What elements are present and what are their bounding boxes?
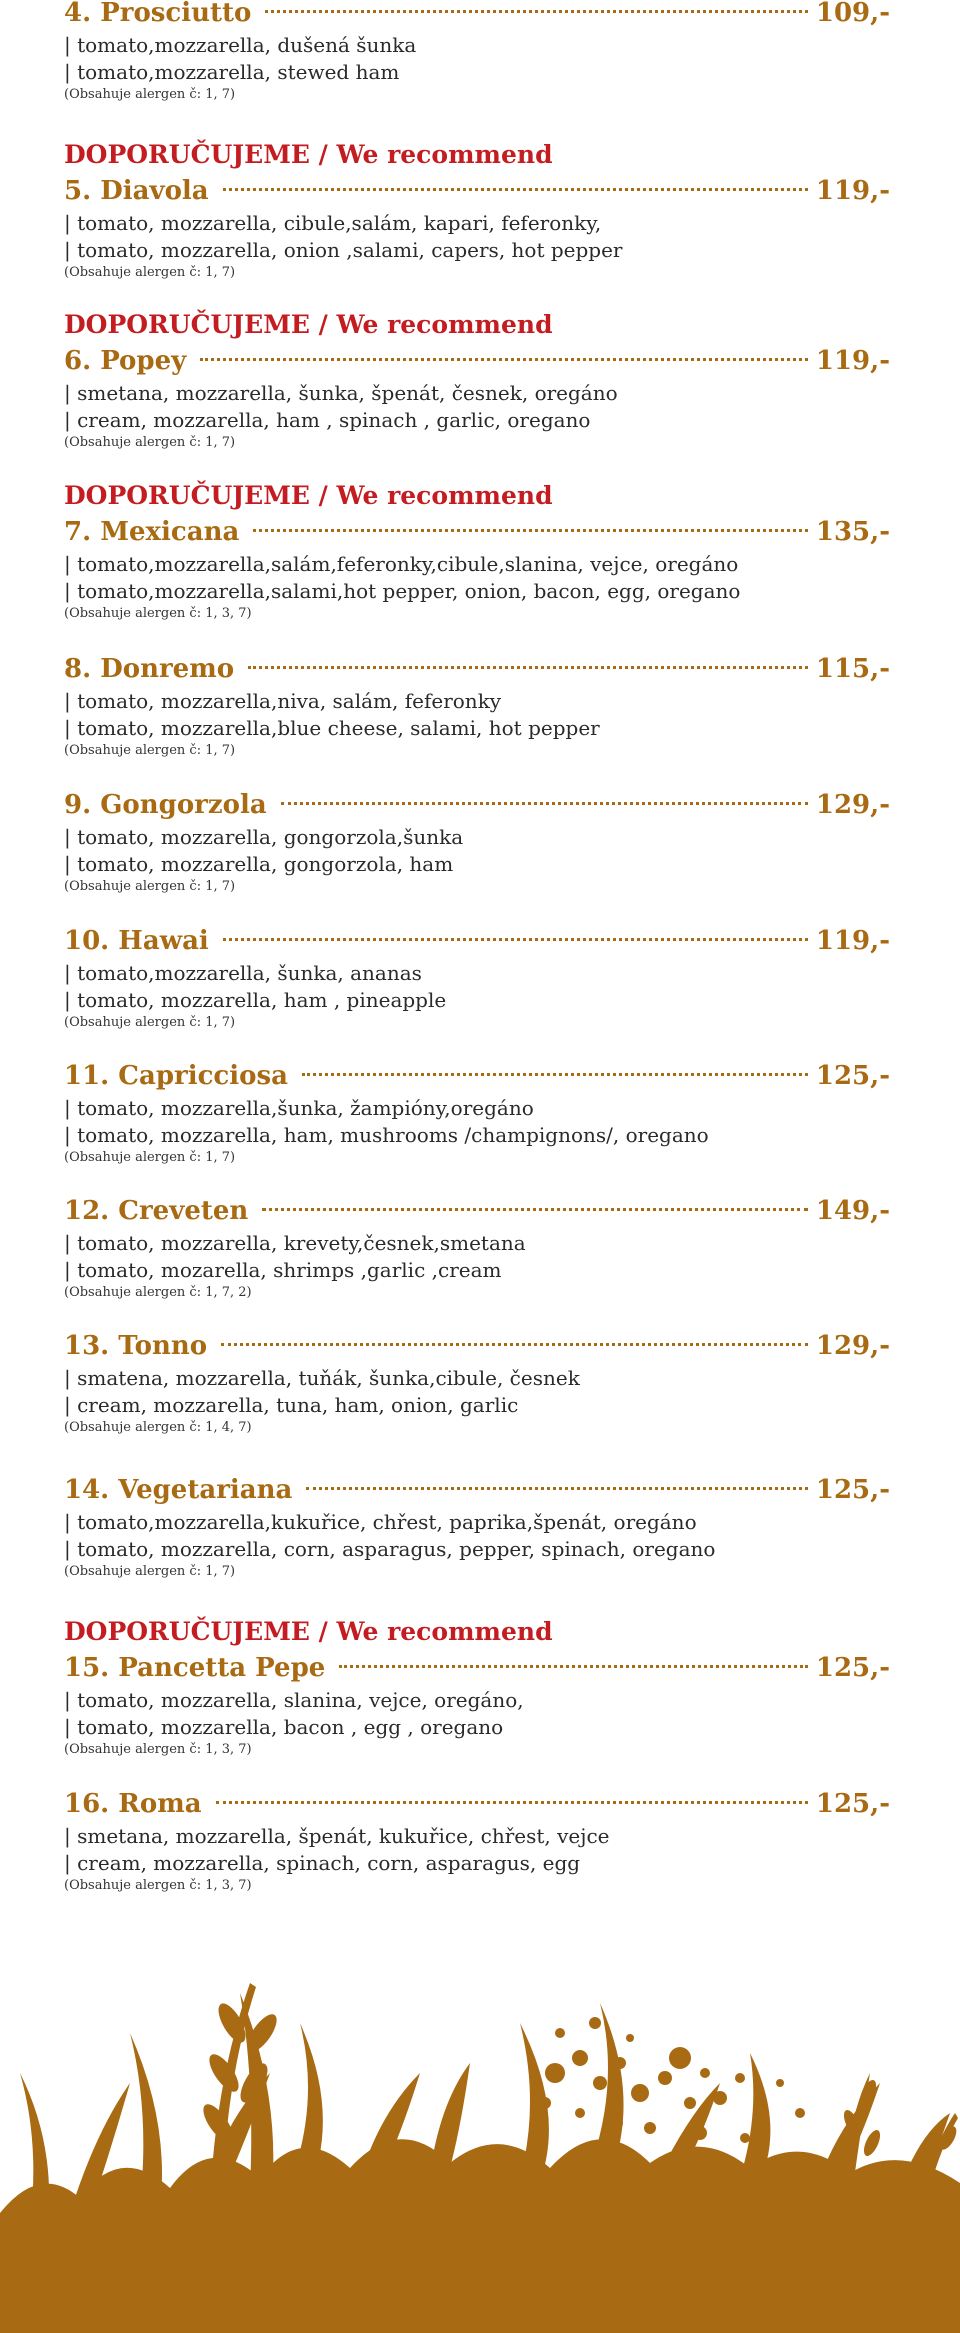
item-price: 119,- (815, 176, 890, 206)
item-price: 119,- (815, 346, 890, 376)
item-desc-cz: | tomato, mozzarella, krevety,česnek,smetana (64, 1231, 526, 1255)
menu-item-popey (64, 308, 890, 452)
menu-item-tonno (64, 1327, 890, 1437)
item-price: 129,- (815, 1331, 890, 1361)
item-title-line (64, 650, 890, 688)
item-desc-en: | tomato,mozzarella, stewed ham (64, 60, 400, 84)
item-name: 4. Prosciutto (64, 0, 252, 28)
dot-leader (223, 938, 808, 941)
item-name: 16. Roma (64, 1789, 202, 1819)
item-price: 135,- (815, 517, 890, 547)
item-name: 8. Donremo (64, 654, 235, 684)
menu-item-hawai (64, 922, 890, 1032)
item-desc-cz: | tomato, mozzarella, cibule,salám, kapari, feferonky, (64, 211, 602, 235)
dot-leader (265, 10, 807, 13)
dot-leader (248, 666, 808, 669)
item-price: 109,- (815, 0, 890, 28)
item-title-line (64, 922, 890, 960)
item-desc-cz: | tomato,mozzarella, dušená šunka (64, 33, 417, 57)
item-title-line (64, 0, 890, 32)
item-title-line (64, 1192, 890, 1230)
menu-item-vegetariana (64, 1471, 890, 1581)
item-name: 12. Creveten (64, 1196, 249, 1226)
item-desc-en: | tomato, mozzarella, bacon , egg , oregano (64, 1715, 504, 1739)
item-allergen: (Obsahuje alergen č: 1, 3, 7) (64, 606, 252, 621)
menu-item-donremo (64, 650, 890, 760)
menu-item-prosciutto (64, 0, 890, 104)
item-desc-en: | tomato, mozzarella,blue cheese, salami, hot pepper (64, 716, 600, 740)
item-desc-en: | cream, mozzarella, ham , spinach , garlic, oregano (64, 408, 591, 432)
item-allergen: (Obsahuje alergen č: 1, 7) (64, 1564, 236, 1579)
menu-item-mexicana (64, 479, 890, 623)
item-desc-cz: | smetana, mozzarella, špenát, kukuřice, chřest, vejce (64, 1824, 610, 1848)
item-title-line (64, 342, 890, 380)
dot-leader (221, 1343, 808, 1346)
item-allergen: (Obsahuje alergen č: 1, 7) (64, 879, 236, 894)
item-allergen: (Obsahuje alergen č: 1, 7, 2) (64, 1285, 252, 1300)
item-allergen: (Obsahuje alergen č: 1, 7) (64, 435, 236, 450)
menu-item-gongorzola (64, 786, 890, 896)
item-price: 125,- (815, 1061, 890, 1091)
item-desc-cz: | tomato, mozzarella, slanina, vejce, oregáno, (64, 1688, 524, 1712)
item-desc-en: | tomato, mozzarella, gongorzola, ham (64, 852, 454, 876)
item-title-line (64, 1471, 890, 1509)
item-desc-en: | tomato, mozzarella, onion ,salami, capers, hot pepper (64, 238, 623, 262)
item-name: 10. Hawai (64, 926, 209, 956)
item-name: 5. Diavola (64, 176, 209, 206)
grass-silhouette-decoration (0, 1963, 960, 2333)
item-price: 125,- (815, 1653, 890, 1683)
item-desc-en: | cream, mozzarella, tuna, ham, onion, garlic (64, 1393, 519, 1417)
item-desc-cz: | tomato,mozzarella, šunka, ananas (64, 961, 422, 985)
item-allergen: (Obsahuje alergen č: 1, 3, 7) (64, 1742, 252, 1757)
dot-leader (306, 1487, 808, 1490)
item-name: 14. Vegetariana (64, 1475, 293, 1505)
item-price: 125,- (815, 1789, 890, 1819)
item-title-line (64, 1649, 890, 1687)
menu-item-pancetta-pepe (64, 1615, 890, 1759)
item-name: 13. Tonno (64, 1331, 208, 1361)
dot-leader (262, 1208, 808, 1211)
item-title-line (64, 172, 890, 210)
item-allergen: (Obsahuje alergen č: 1, 7) (64, 1015, 236, 1030)
item-name: 9. Gongorzola (64, 790, 267, 820)
item-title-line (64, 1327, 890, 1365)
item-allergen: (Obsahuje alergen č: 1, 7) (64, 1150, 236, 1165)
item-desc-en: | tomato, mozzarella, ham, mushrooms /champignons/, oregano (64, 1123, 709, 1147)
item-desc-en: | tomato, mozzarella, corn, asparagus, pepper, spinach, oregano (64, 1537, 716, 1561)
dot-leader (281, 802, 808, 805)
item-desc-cz: | tomato, mozzarella,niva, salám, feferonky (64, 689, 502, 713)
recommend-label: DOPORUČUJEME / We recommend (64, 481, 553, 510)
item-desc-cz: | tomato, mozzarella,šunka, žampióny,oregáno (64, 1096, 534, 1120)
menu-item-diavola (64, 138, 890, 282)
recommend-label: DOPORUČUJEME / We recommend (64, 140, 553, 169)
item-allergen: (Obsahuje alergen č: 1, 7) (64, 743, 236, 758)
menu-item-capricciosa (64, 1057, 890, 1167)
item-allergen: (Obsahuje alergen č: 1, 7) (64, 87, 236, 102)
item-allergen: (Obsahuje alergen č: 1, 4, 7) (64, 1420, 252, 1435)
item-desc-en: | tomato,mozzarella,salami,hot pepper, onion, bacon, egg, oregano (64, 579, 741, 603)
item-price: 119,- (815, 926, 890, 956)
item-name: 7. Mexicana (64, 517, 240, 547)
item-desc-en: | tomato, mozarella, shrimps ,garlic ,cream (64, 1258, 502, 1282)
item-title-line (64, 513, 890, 551)
item-price: 115,- (815, 654, 890, 684)
item-title-line (64, 786, 890, 824)
item-name: 11. Capricciosa (64, 1061, 288, 1091)
dot-leader (223, 188, 808, 191)
item-name: 15. Pancetta Pepe (64, 1653, 326, 1683)
item-desc-cz: | smatena, mozzarella, tuňák, šunka,cibule, česnek (64, 1366, 580, 1390)
item-desc-cz: | smetana, mozzarella, šunka, špenát, česnek, oregáno (64, 381, 618, 405)
item-price: 129,- (815, 790, 890, 820)
item-desc-cz: | tomato, mozzarella, gongorzola,šunka (64, 825, 464, 849)
recommend-label: DOPORUČUJEME / We recommend (64, 310, 553, 339)
item-allergen: (Obsahuje alergen č: 1, 3, 7) (64, 1878, 252, 1893)
item-desc-en: | cream, mozzarella, spinach, corn, asparagus, egg (64, 1851, 581, 1875)
item-title-line (64, 1785, 890, 1823)
recommend-label: DOPORUČUJEME / We recommend (64, 1617, 553, 1646)
dot-leader (339, 1665, 808, 1668)
dot-leader (200, 358, 808, 361)
dot-leader (253, 529, 808, 532)
item-desc-cz: | tomato,mozzarella,kukuřice, chřest, paprika,špenát, oregáno (64, 1510, 697, 1534)
dot-leader (302, 1073, 808, 1076)
item-price: 149,- (815, 1196, 890, 1226)
menu-item-creveten (64, 1192, 890, 1302)
menu-item-roma (64, 1785, 890, 1895)
dot-leader (216, 1801, 808, 1804)
item-price: 125,- (815, 1475, 890, 1505)
item-desc-en: | tomato, mozzarella, ham , pineapple (64, 988, 447, 1012)
item-name: 6. Popey (64, 346, 187, 376)
item-title-line (64, 1057, 890, 1095)
item-allergen: (Obsahuje alergen č: 1, 7) (64, 265, 236, 280)
item-desc-cz: | tomato,mozzarella,salám,feferonky,cibule,slanina, vejce, oregáno (64, 552, 739, 576)
